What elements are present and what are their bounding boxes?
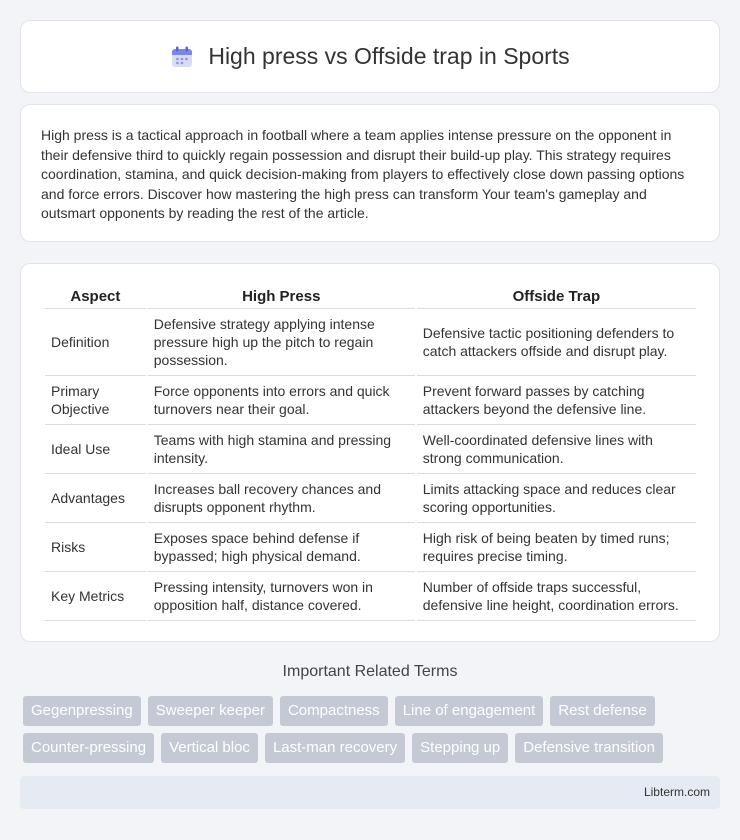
tag-row xyxy=(23,696,723,726)
comparison-table xyxy=(43,284,698,621)
offside-trap-cell: Well-coordinated defensive lines with strong communication. xyxy=(417,425,696,474)
high-press-cell: Pressing intensity, turnovers won in opposition half, distance covered. xyxy=(148,572,415,621)
offside-trap-cell: Limits attacking space and reduces clear scoring opportunities. xyxy=(417,474,696,523)
aspect-cell: Key Metrics xyxy=(45,572,146,621)
tag-row xyxy=(23,733,723,763)
high-press-cell: Exposes space behind defense if bypassed; high physical demand. xyxy=(148,523,415,572)
tag-sweeper-keeper[interactable]: Sweeper keeper xyxy=(148,696,273,726)
title-card xyxy=(20,20,720,93)
table-row xyxy=(45,309,696,376)
footer xyxy=(20,776,720,809)
aspect-cell: Ideal Use xyxy=(45,425,146,474)
tag-defensive-transition[interactable]: Defensive transition xyxy=(515,733,663,763)
aspect-cell: Advantages xyxy=(45,474,146,523)
high-press-cell: Force opponents into errors and quick turnovers near their goal. xyxy=(148,376,415,425)
tag-compactness[interactable]: Compactness xyxy=(280,696,388,726)
tag-counter-pressing[interactable]: Counter-pressing xyxy=(23,733,154,763)
aspect-cell: Primary Objective xyxy=(45,376,146,425)
table-row xyxy=(45,425,696,474)
header-offside-trap: Offside Trap xyxy=(417,284,696,309)
tag-gegenpressing[interactable]: Gegenpressing xyxy=(23,696,141,726)
related-terms-title: Important Related Terms xyxy=(282,663,458,680)
aspect-cell: Definition xyxy=(45,309,146,376)
tag-stepping-up[interactable]: Stepping up xyxy=(412,733,508,763)
aspect-cell: Risks xyxy=(45,523,146,572)
high-press-cell: Defensive strategy applying intense pressure high up the pitch to regain possession. xyxy=(148,309,415,376)
high-press-cell: Teams with high stamina and pressing intensity. xyxy=(148,425,415,474)
tag-last-man-recovery[interactable]: Last-man recovery xyxy=(265,733,405,763)
header-high-press: High Press xyxy=(148,284,415,309)
tag-vertical-bloc[interactable]: Vertical bloc xyxy=(161,733,258,763)
offside-trap-cell: Defensive tactic positioning defenders to catch attackers offside and disrupt play. xyxy=(417,309,696,376)
offside-trap-cell: High risk of being beaten by timed runs; requires precise timing. xyxy=(417,523,696,572)
comparison-table-card xyxy=(20,263,720,642)
tag-rest-defense[interactable]: Rest defense xyxy=(550,696,654,726)
header-aspect: Aspect xyxy=(45,284,146,309)
offside-trap-cell: Number of offside traps successful, defensive line height, coordination errors. xyxy=(417,572,696,621)
table-row xyxy=(45,523,696,572)
intro-card xyxy=(20,104,720,242)
table-row xyxy=(45,572,696,621)
footer-brand-link[interactable]: Libterm.com xyxy=(643,785,710,799)
page-title: High press vs Offside trap in Sports xyxy=(208,43,570,69)
offside-trap-cell: Prevent forward passes by catching attackers beyond the defensive line. xyxy=(417,376,696,425)
table-row xyxy=(45,376,696,425)
calendar-icon xyxy=(170,45,194,69)
tag-line-of-engagement[interactable]: Line of engagement xyxy=(395,696,544,726)
intro-text: High press is a tactical approach in football where a team applies intense pressure on the opponent in their defensive third to quickly regain possession and disrupt their build-up play. This strategy requires coordination, stamina, and quick decision-making from players to effectively close down passing options and force errors. Discover how mastering the high press can transform Your team's gameplay and outsmart opponents by reading the rest of the article. xyxy=(41,127,685,222)
high-press-cell: Increases ball recovery chances and disrupts opponent rhythm. xyxy=(148,474,415,523)
table-header-row xyxy=(45,284,696,309)
table-row xyxy=(45,474,696,523)
related-terms-tags xyxy=(23,696,723,770)
